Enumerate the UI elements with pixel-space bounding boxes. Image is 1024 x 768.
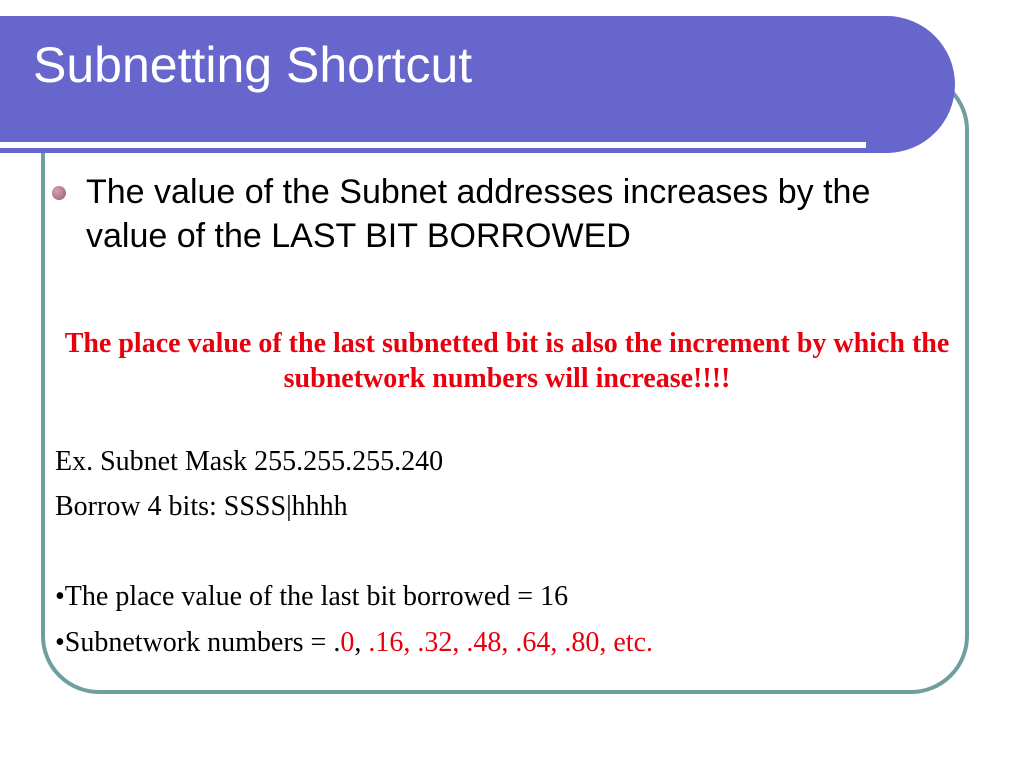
example-mask: Ex. Subnet Mask 255.255.255.240 [55,446,444,477]
subnet-numbers-line [55,626,653,660]
subnet-numbers-first: 0 [340,627,355,658]
bullet-dot-icon [52,186,66,200]
place-value-line: •The place value of the last bit borrowed = 16 [55,581,569,612]
borrow-bits: Borrow 4 bits: SSSS|hhhh [55,491,348,522]
slide-title: Subnetting Shortcut [33,37,473,93]
title-underline [0,142,866,148]
subnet-numbers-rest: .16, .32, .48, .64, .80, etc. [361,627,653,658]
subnet-numbers-prefix: •Subnetwork numbers = . [55,627,341,658]
bullet-text: The value of the Subnet addresses increases by the value of the LAST BIT BORROWED [86,173,871,255]
highlight-note: The place value of the last subnetted bit is also the increment by which the subnetwork numbers will increase!!!! [64,328,950,394]
subnet-numbers-comma: , [354,627,362,658]
